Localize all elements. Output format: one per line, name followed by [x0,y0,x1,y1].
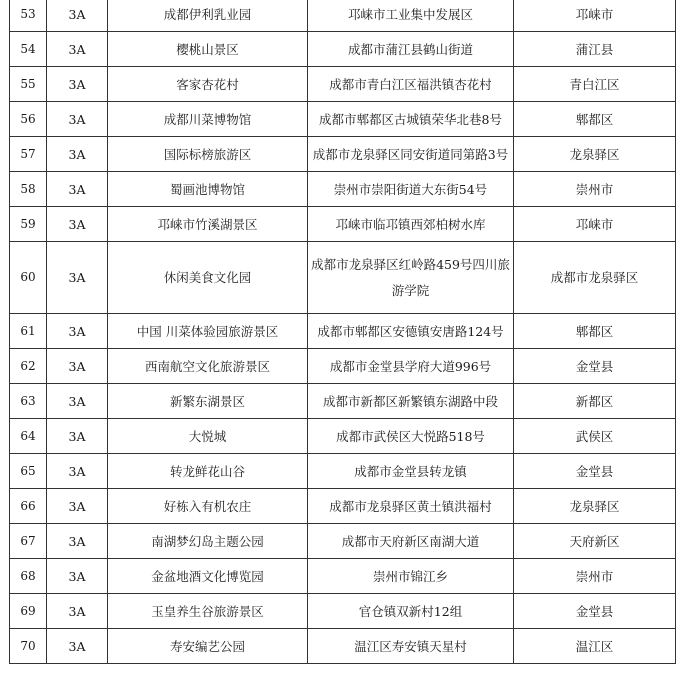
row-grade: 3A [47,594,108,629]
row-address: 官仓镇双新村12组 [308,594,514,629]
row-address: 成都市金堂县转龙镇 [308,454,514,489]
row-grade: 3A [47,559,108,594]
row-district: 金堂县 [514,454,676,489]
row-grade: 3A [47,102,108,137]
table-body [10,0,676,664]
row-number: 67 [10,524,47,559]
row-name: 新繁东湖景区 [108,384,308,419]
row-address: 成都市郫都区安德镇安唐路124号 [308,314,514,349]
row-district: 龙泉驿区 [514,137,676,172]
row-address: 温江区寿安镇天星村 [308,629,514,664]
row-name: 国际标榜旅游区 [108,137,308,172]
table-row [10,454,676,489]
row-district: 邛崃市 [514,207,676,242]
table-row [10,0,676,32]
table-row [10,524,676,559]
row-address: 邛崃市工业集中发展区 [308,0,514,32]
row-address: 成都市青白江区福洪镇杏花村 [308,67,514,102]
table-row [10,489,676,524]
row-district: 新都区 [514,384,676,419]
row-number: 65 [10,454,47,489]
row-name: 寿安编艺公园 [108,629,308,664]
row-grade: 3A [47,349,108,384]
row-number: 62 [10,349,47,384]
row-district: 郫都区 [514,314,676,349]
row-district: 青白江区 [514,67,676,102]
row-grade: 3A [47,384,108,419]
row-district: 龙泉驿区 [514,489,676,524]
row-number: 69 [10,594,47,629]
table-row [10,172,676,207]
row-number: 66 [10,489,47,524]
row-name: 玉皇养生谷旅游景区 [108,594,308,629]
row-grade: 3A [47,419,108,454]
row-district: 金堂县 [514,349,676,384]
row-name: 好栋入有机农庄 [108,489,308,524]
row-address: 崇州市锦江乡 [308,559,514,594]
row-name: 休闲美食文化园 [108,242,308,314]
row-grade: 3A [47,32,108,67]
row-district: 天府新区 [514,524,676,559]
row-address: 崇州市崇阳街道大东街54号 [308,172,514,207]
row-address: 成都市新都区新繁镇东湖路中段 [308,384,514,419]
row-grade: 3A [47,314,108,349]
row-number: 60 [10,242,47,314]
row-name: 西南航空文化旅游景区 [108,349,308,384]
row-number: 61 [10,314,47,349]
row-number: 57 [10,137,47,172]
row-name: 南湖梦幻岛主题公园 [108,524,308,559]
row-district: 温江区 [514,629,676,664]
row-name: 客家杏花村 [108,67,308,102]
row-address: 邛崃市临邛镇西郊柏树水库 [308,207,514,242]
table-row [10,629,676,664]
row-name: 蜀画池博物馆 [108,172,308,207]
row-number: 58 [10,172,47,207]
row-district: 郫都区 [514,102,676,137]
row-address: 成都市郫都区古城镇荣华北巷8号 [308,102,514,137]
row-name: 樱桃山景区 [108,32,308,67]
row-name: 邛崃市竹溪湖景区 [108,207,308,242]
row-district: 金堂县 [514,594,676,629]
table-row [10,67,676,102]
row-name: 转龙鲜花山谷 [108,454,308,489]
table-row [10,137,676,172]
row-district: 成都市龙泉驿区 [514,242,676,314]
row-address: 成都市龙泉驿区黄土镇洪福村 [308,489,514,524]
row-address: 成都市金堂县学府大道996号 [308,349,514,384]
row-name: 金盆地酒文化博览园 [108,559,308,594]
row-grade: 3A [47,172,108,207]
row-address: 成都市武侯区大悦路518号 [308,419,514,454]
table-row [10,32,676,67]
row-grade: 3A [47,242,108,314]
row-district: 蒲江县 [514,32,676,67]
table-row [10,349,676,384]
row-name: 成都伊利乳业园 [108,0,308,32]
row-grade: 3A [47,0,108,32]
scenic-spots-table [9,0,676,664]
table-row [10,384,676,419]
row-grade: 3A [47,454,108,489]
row-number: 70 [10,629,47,664]
row-number: 56 [10,102,47,137]
table-row [10,207,676,242]
row-number: 55 [10,67,47,102]
row-number: 53 [10,0,47,32]
table-row [10,102,676,137]
row-name: 成都川菜博物馆 [108,102,308,137]
table-row [10,314,676,349]
row-address: 成都市龙泉驿区红岭路459号四川旅游学院 [308,242,514,314]
row-district: 崇州市 [514,172,676,207]
table-row [10,559,676,594]
row-district: 邛崃市 [514,0,676,32]
row-grade: 3A [47,137,108,172]
row-number: 59 [10,207,47,242]
table-row [10,242,676,314]
row-grade: 3A [47,67,108,102]
row-grade: 3A [47,524,108,559]
row-number: 64 [10,419,47,454]
row-grade: 3A [47,207,108,242]
row-district: 武侯区 [514,419,676,454]
row-number: 54 [10,32,47,67]
table-row [10,419,676,454]
table-row [10,594,676,629]
row-grade: 3A [47,629,108,664]
row-name: 中国 川菜体验园旅游景区 [108,314,308,349]
row-address: 成都市天府新区南湖大道 [308,524,514,559]
row-grade: 3A [47,489,108,524]
row-number: 63 [10,384,47,419]
row-district: 崇州市 [514,559,676,594]
row-number: 68 [10,559,47,594]
row-address: 成都市龙泉驿区同安街道同第路3号 [308,137,514,172]
row-name: 大悦城 [108,419,308,454]
row-address: 成都市蒲江县鹤山街道 [308,32,514,67]
